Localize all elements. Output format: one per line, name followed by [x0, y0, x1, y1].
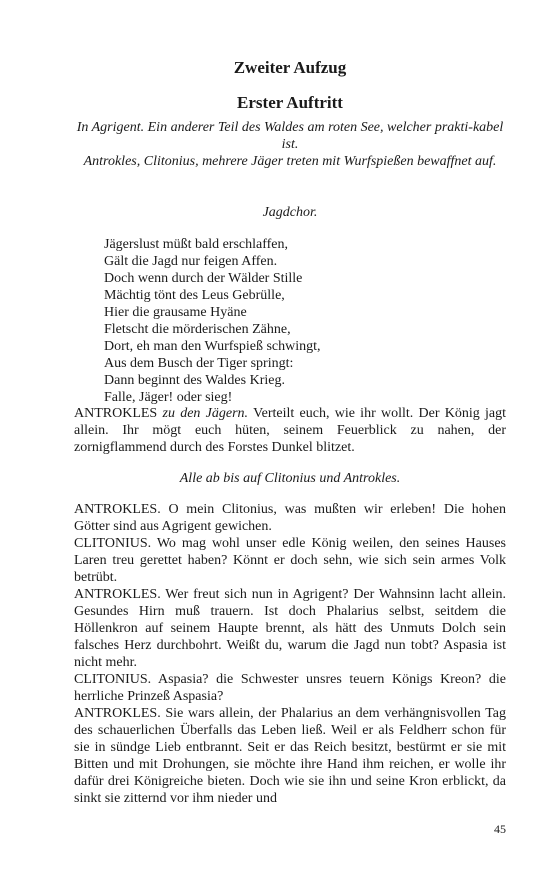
dialog-block — [74, 501, 506, 807]
verse-line: Doch wenn durch der Wälder Stille — [104, 271, 303, 286]
speech-antrokles — [74, 405, 506, 456]
stage-direction-inline: zu den Jägern. — [162, 406, 249, 421]
verse-line: Fletscht die mörderischen Zähne, — [104, 322, 291, 337]
verse-line: Dann beginnt des Waldes Krieg. — [104, 373, 285, 388]
dialog-paragraph: ANTROKLES. O mein Clitonius, was mußten wir erleben! Die hohen Götter sind aus Agrigent gewichen. — [74, 502, 506, 534]
dialog-paragraph: ANTROKLES. Wer freut sich nun in Agrigent? Der Wahnsinn lacht allein. Gesundes Hirn muß trauern. Ist doch Phalarius selbst, seitdem die Höllenkron auf seinem Haupte brennt, als hätt des Unmuts Dolch sein falsches Herz durchbohrt. Weißt du, warum die Jagd nun tobt? Aspasia ist nicht mehr. — [74, 587, 506, 670]
verse-line: Mächtig tönt des Leus Gebrülle, — [104, 288, 285, 303]
act-heading: Zweiter Aufzug — [233, 58, 347, 77]
verse-line: Falle, Jäger! oder sieg! — [104, 390, 233, 405]
page-number: 45 — [494, 822, 506, 836]
dialog-paragraph: CLITONIUS. Aspasia? die Schwester unsres teuern Königs Kreon? die herrliche Prinzeß Aspasia? — [74, 672, 506, 704]
speaker-name: ANTROKLES — [74, 406, 158, 421]
stage-direction-exit: Alle ab bis auf Clitonius und Antrokles. — [179, 471, 401, 486]
dialog-paragraph: ANTROKLES. Sie wars allein, der Phalarius an dem verhängnisvollen Tag des schauerlichen Überfalls das Leben ließ. Weil er als Feldherr schon für sie in sündge Lieb entbrannt. Seit er das Reich besitzt, bestürmt er sie mit Bitten und mit Drohungen, sie möchte ihre Hand ihm reichen, er wolle ihr dafür drei Königreiche bieten. Doch wie sie ihn und seine Kron erblickt, da sinkt sie zitternd vor ihm nieder und — [74, 706, 506, 806]
stage-direction-setting: In Agrigent. Ein anderer Teil des Waldes am roten See, welcher prakti-kabel ist. — [76, 120, 504, 152]
verse-line: Gält die Jagd nur feigen Affen. — [104, 254, 278, 269]
speech-text: Verteilt euch, wie ihr wollt. Der König jagt allein. Ihr mögt euch hüten, seinem Feuerblick zu nahen, der zornigflammend durch des Forstes Dunkel blitzet. — [74, 406, 507, 455]
verse-line: Jägerslust müßt bald erschlaffen, — [104, 237, 289, 252]
dialog-paragraph: CLITONIUS. Wo mag wohl unser edle König weilen, den seines Hauses Laren treu gerettet haben? Könnt er doch sehn, wie sich sein armes Volk betrübt. — [74, 536, 506, 585]
stage-direction-entrance: Antrokles, Clitonius, mehrere Jäger treten mit Wurfspießen bewaffnet auf. — [83, 154, 497, 169]
verse-line: Dort, eh man den Wurfspieß schwingt, — [104, 339, 321, 354]
verse-block — [104, 236, 321, 406]
verse-line: Aus dem Busch der Tiger springt: — [104, 356, 294, 371]
chorus-label: Jagdchor. — [262, 205, 318, 220]
verse-line: Hier die grausame Hyäne — [104, 305, 247, 320]
scene-heading: Erster Auftritt — [237, 93, 343, 112]
